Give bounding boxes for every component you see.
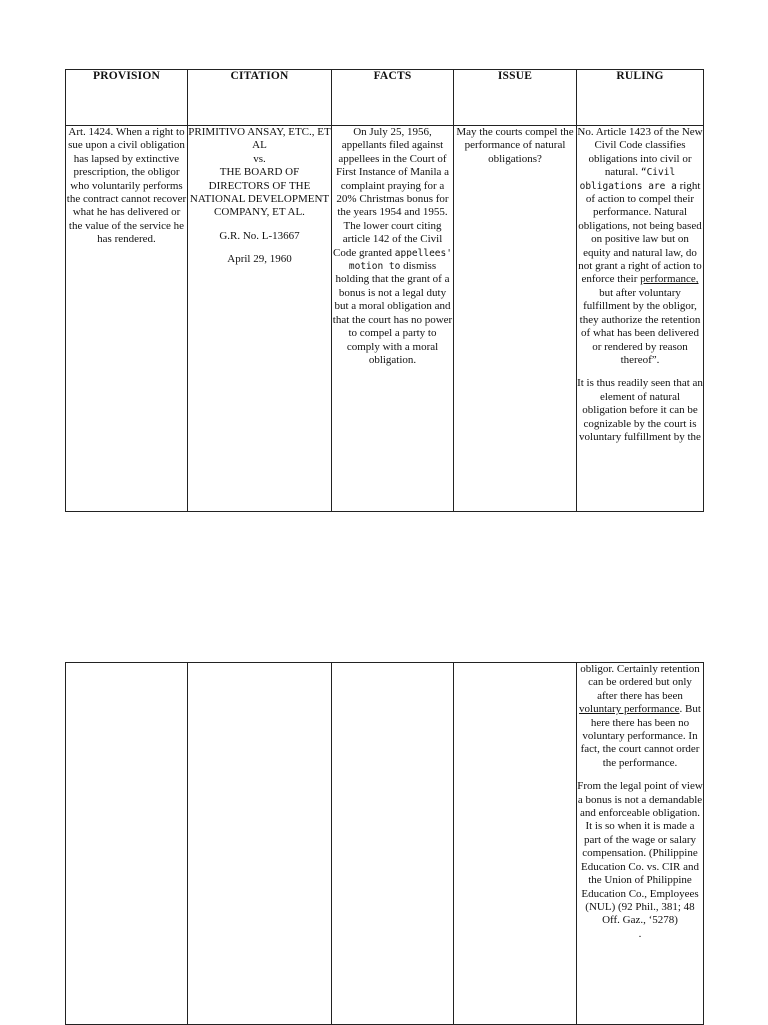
ruling-p4: From the legal point of view a bonus is not a demandable and enforceable obligation. It is so when it is made a part of the wage or salary compensation. (Philippine Education Co. vs. CIR and the Union of Philippine Education Co., Employees (NUL) (92 Phil., 381; 48 Off. Gaz., ‘5278) [577,780,703,927]
issue-text: May the courts compel the performance of natural obligations? [456,126,574,165]
ruling-p1-underlined: performance, [640,273,699,286]
ruling-p1c: but after voluntary fulfillment by the obligor, they authorize the retention of what has been delivered or rendered by reason thereof”. [579,286,701,366]
ruling-p1a: No. Article 1423 of the New Civil Code classifies obligations into civil or natural. [577,126,703,179]
citation-date: April 29, 1960 [227,253,292,266]
case-digest-table-continued [65,662,704,1025]
ruling-cell-continued [577,663,704,1025]
citation-cell-continued [188,663,332,1025]
issue-cell-continued [454,663,577,1025]
ruling-p1-mono: “Civil obligations are a [579,167,677,192]
citation-party2: THE BOARD OF DIRECTORS OF THE NATIONAL DEVELOPMENT COMPANY, ET AL. [189,166,330,219]
provision-cell-continued [66,663,188,1025]
header-provision: PROVISION [66,70,188,126]
ruling-p2: It is thus readily seen that an element of natural obligation before it can be cognizable by the court is voluntary fulfillment by the [577,377,703,443]
ruling-p3b: . But here there has been no voluntary performance. In fact, the court cannot order the performance. [580,703,701,769]
provision-text: Art. 1424. When a right to sue upon a civil obligation has lapsed by extinctive prescription, the obligor who voluntarily performs the contract cannot recover what he has delivered or the value of the service he has rendered. [66,126,187,246]
facts-part1: On July 25, 1956, appellants filed against appellees in the Court of First Instance of Manila a complaint praying for a 20% Christmas bonus for the years 1954 and 1955. The lower court citing article 142 of the Civil Code granted [333,126,450,259]
header-row [66,70,704,126]
ruling-p3-underlined: voluntary performance [579,703,680,716]
header-issue: ISSUE [454,70,577,126]
issue-cell [454,126,577,512]
header-facts: FACTS [332,70,454,126]
ruling-p3a: obligor. Certainly retention can be ordered but only after there has been [580,663,700,702]
citation-cell [188,126,332,512]
citation-party1: PRIMITIVO ANSAY, ETC., ET AL [188,126,331,152]
facts-cell-continued [332,663,454,1025]
facts-cell [332,126,454,512]
table-row [66,126,704,512]
citation-gr-no: G.R. No. L-13667 [219,229,300,242]
facts-mono: appellees' motion to [348,247,452,273]
header-ruling: RULING [577,70,704,126]
header-citation: CITATION [188,70,332,126]
facts-part2: dismiss holding that the grant of a bonus is not a legal duty but a moral obligation and that the court has no power to compel a party to comply with a moral obligation. [332,260,453,366]
ruling-tail: . [638,927,642,940]
table-row [66,663,704,1025]
ruling-p1b: right of action to compel their performance. Natural obligations, not being based on positive law but on equity and natural law, do not grant a right of action to enforce their [578,179,702,286]
citation-vs: vs. [253,152,266,165]
case-digest-table [65,69,704,512]
provision-cell [66,126,188,512]
ruling-cell [577,126,704,512]
